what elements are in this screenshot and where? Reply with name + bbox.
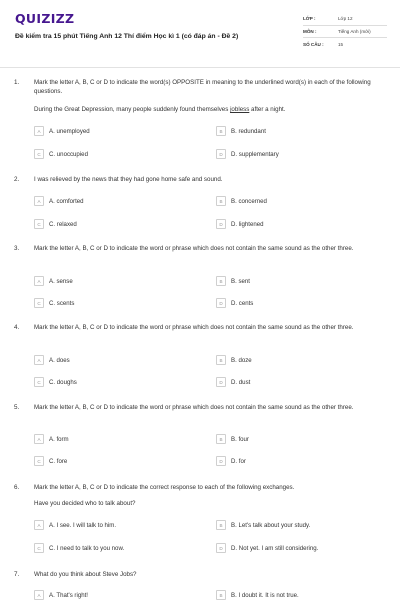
option-b[interactable] <box>216 196 267 206</box>
meta-row-subject <box>303 26 387 39</box>
option-b[interactable] <box>216 520 310 530</box>
option-a[interactable] <box>34 590 88 600</box>
option-c[interactable] <box>34 543 124 553</box>
option-text: C. relaxed <box>49 220 77 228</box>
option-text: B. Let's talk about your study. <box>231 521 311 529</box>
option-b[interactable] <box>216 126 266 136</box>
option-d[interactable] <box>216 377 250 387</box>
question-number: 4. <box>14 324 20 331</box>
option-letter-box: C <box>34 456 44 466</box>
option-text: B. concerned <box>231 197 267 205</box>
question-text: Mark the letter A, B, C or D to indicate the word(s) OPPOSITE in meaning to the underlined word(s) in each of the following questions. <box>34 79 371 95</box>
meta-value: 15 <box>338 41 344 47</box>
meta-value: Lớp 12 <box>338 16 353 22</box>
option-text: B. I doubt it. It is not true. <box>231 591 299 599</box>
meta-row-count <box>303 38 387 51</box>
option-letter-box: D <box>216 149 226 159</box>
option-text: A. sense <box>49 277 73 285</box>
option-letter-box: D <box>216 456 226 466</box>
option-text: D. Not yet. I am still considering. <box>231 544 319 552</box>
meta-value: Tiếng Anh (mới) <box>338 28 371 34</box>
option-text: C. unoccupied <box>49 150 88 158</box>
question-text: Mark the letter A, B, C or D to indicate the correct response to each of the following exchanges. <box>34 484 295 491</box>
option-b[interactable] <box>216 355 252 365</box>
option-text: D. lightened <box>231 220 264 228</box>
option-a[interactable] <box>34 126 90 136</box>
option-text: C. fore <box>49 457 68 465</box>
option-letter-box: A <box>34 520 44 530</box>
option-a[interactable] <box>34 520 116 530</box>
option-b[interactable] <box>216 276 250 286</box>
question-text: I was relieved by the news that they had gone home safe and sound. <box>34 176 223 183</box>
question-number: 6. <box>14 484 20 491</box>
option-d[interactable] <box>216 149 279 159</box>
option-letter-box: A <box>34 126 44 136</box>
meta-row-class <box>303 13 387 26</box>
option-c[interactable] <box>34 298 74 308</box>
option-letter-box: D <box>216 298 226 308</box>
option-letter-box: D <box>216 219 226 229</box>
option-d[interactable] <box>216 543 318 553</box>
option-letter-box: C <box>34 543 44 553</box>
option-letter-box: C <box>34 149 44 159</box>
question-text: Mark the letter A, B, C or D to indicate the word or phrase which does not contain the same sound as the other three. <box>34 324 354 331</box>
option-a[interactable] <box>34 434 69 444</box>
meta-label: MÔN : <box>303 28 317 34</box>
option-text: C. doughs <box>49 378 77 386</box>
option-letter-box: A <box>34 276 44 286</box>
option-c[interactable] <box>34 377 77 387</box>
option-text: D. cents <box>231 299 254 307</box>
question-number: 2. <box>14 176 20 183</box>
document-title: Đề kiểm tra 15 phút Tiếng Anh 12 Thí điểm Học kì 1 (có đáp án - Đề 2) <box>15 33 239 40</box>
option-a[interactable] <box>34 355 70 365</box>
option-c[interactable] <box>34 149 88 159</box>
option-letter-box: A <box>34 196 44 206</box>
question-sentence: During the Great Depression, many people suddenly found themselves jobless after a night. <box>34 106 286 113</box>
option-text: A. That's right! <box>49 591 88 599</box>
meta-label: LỚP : <box>303 16 316 22</box>
option-c[interactable] <box>34 219 77 229</box>
option-a[interactable] <box>34 276 73 286</box>
option-letter-box: B <box>216 590 226 600</box>
option-text: A. does <box>49 356 70 364</box>
question-text: Mark the letter A, B, C or D to indicate the word or phrase which does not contain the same sound as the other three. <box>34 404 354 411</box>
option-text: B. four <box>231 435 249 443</box>
option-letter-box: B <box>216 520 226 530</box>
option-d[interactable] <box>216 456 246 466</box>
option-a[interactable] <box>34 196 84 206</box>
option-text: A. form <box>49 435 69 443</box>
option-letter-box: D <box>216 377 226 387</box>
option-b[interactable] <box>216 434 249 444</box>
option-text: D. dust <box>231 378 251 386</box>
question-number: 3. <box>14 245 20 252</box>
option-d[interactable] <box>216 219 264 229</box>
meta-info-box <box>303 13 387 51</box>
question-text: Mark the letter A, B, C or D to indicate the word or phrase which does not contain the same sound as the other three. <box>34 245 354 252</box>
header-divider <box>0 67 400 68</box>
option-d[interactable] <box>216 298 253 308</box>
question-number: 5. <box>14 404 20 411</box>
option-text: A. comforted <box>49 197 84 205</box>
option-letter-box: A <box>34 355 44 365</box>
option-text: A. unemployed <box>49 127 90 135</box>
option-text: B. sent <box>231 277 250 285</box>
option-letter-box: B <box>216 196 226 206</box>
option-text: B. doze <box>231 356 252 364</box>
question-number: 1. <box>14 79 20 86</box>
option-text: A. I see. I will talk to him. <box>49 521 117 529</box>
option-b[interactable] <box>216 590 299 600</box>
meta-label: SỐ CÂU : <box>303 41 324 47</box>
option-c[interactable] <box>34 456 67 466</box>
question-text: What do you think about Steve Jobs? <box>34 571 137 578</box>
option-text: D. supplementary <box>231 150 279 158</box>
underlined-word: jobless <box>230 106 250 113</box>
option-letter-box: B <box>216 276 226 286</box>
option-letter-box: A <box>34 590 44 600</box>
quizizz-logo: QUIZIZZ <box>15 11 75 26</box>
option-letter-box: C <box>34 377 44 387</box>
option-letter-box: C <box>34 298 44 308</box>
option-letter-box: B <box>216 355 226 365</box>
option-letter-box: B <box>216 126 226 136</box>
option-text: B. redundant <box>231 127 266 135</box>
option-text: D. for <box>231 457 246 465</box>
question-sentence: Have you decided who to talk about? <box>34 500 136 507</box>
option-letter-box: D <box>216 543 226 553</box>
option-letter-box: C <box>34 219 44 229</box>
option-text: C. I need to talk to you now. <box>49 544 125 552</box>
option-text: C. scents <box>49 299 75 307</box>
question-number: 7. <box>14 571 20 578</box>
option-letter-box: A <box>34 434 44 444</box>
option-letter-box: B <box>216 434 226 444</box>
